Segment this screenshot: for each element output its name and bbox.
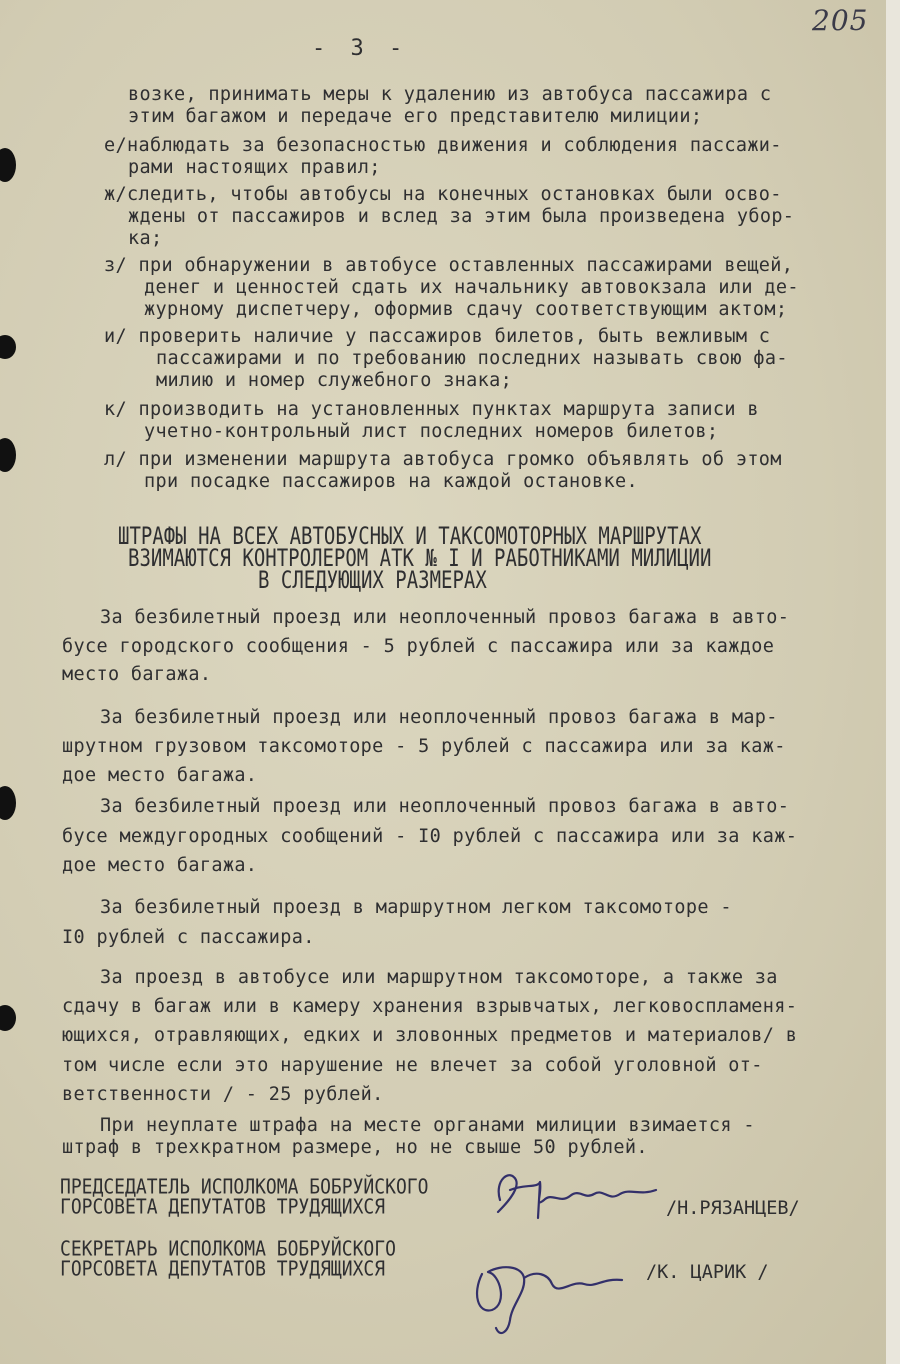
text-line: этим багажом и передаче его представителю милиции; [128, 106, 703, 127]
section-heading: В СЛЕДУЮЩИХ РАЗМЕРАХ [258, 566, 487, 595]
page-mark: - 3 - [312, 36, 409, 61]
binding-hole [0, 438, 16, 472]
text-line: к/ производить на установленных пунктах маршрута записи в [104, 399, 759, 420]
signatory-name: /Н.РЯЗАНЦЕВ/ [666, 1198, 800, 1219]
page-edge [886, 0, 900, 1364]
signatory-name: /К. ЦАРИК / [646, 1262, 769, 1283]
text-line: За безбилетный проезд или неоплоченный провоз багажа в авто- [100, 607, 790, 628]
text-line: бусе междугородных сообщений - I0 рублей с пассажира или за каж- [62, 826, 798, 847]
section-heading: ШТРАФЫ НА ВСЕХ АВТОБУСНЫХ И ТАКСОМОТОРНЫХ МАРШРУТАХ [118, 522, 702, 551]
archive-page-number: 205 [812, 4, 869, 37]
signatory-title: ГОРСОВЕТА ДЕПУТАТОВ ТРУДЯЩИХСЯ [60, 1194, 386, 1219]
text-line: шрутном грузовом таксомоторе - 5 рублей с пассажира или за каж- [62, 736, 786, 757]
text-line: За проезд в автобусе или маршрутном таксомоторе, а также за [100, 967, 778, 988]
text-line: и/ проверить наличие у пассажиров билетов, быть вежливым с [104, 326, 771, 347]
section-heading: ВЗИМАЮТСЯ КОНТРОЛЕРОМ АТК № I И РАБОТНИКАМИ МИЛИЦИИ [128, 544, 712, 573]
text-line: денег и ценностей сдать их начальнику автовокзала или де- [144, 277, 799, 298]
text-line: л/ при изменении маршрута автобуса громко объявлять об этом [104, 449, 782, 470]
text-line: ждены от пассажиров и вслед за этим была произведена убор- [128, 206, 795, 227]
text-line: при посадке пассажиров на каждой остановке. [144, 471, 638, 492]
signatory-title: ГОРСОВЕТА ДЕПУТАТОВ ТРУДЯЩИХСЯ [60, 1256, 386, 1281]
binding-hole [0, 786, 16, 820]
signatory-title: СЕКРЕТАРЬ ИСПОЛКОМА БОБРУЙСКОГО [60, 1236, 396, 1261]
text-line: За безбилетный проезд или неоплоченный провоз багажа в мар- [100, 707, 778, 728]
text-line: бусе городского сообщения - 5 рублей с пассажира или за каждое [62, 636, 775, 657]
text-line: ветственности / - 25 рублей. [62, 1084, 384, 1105]
binding-hole [0, 148, 16, 182]
text-line: журному диспетчеру, оформив сдачу соответствующим актом; [144, 299, 788, 320]
text-line: том числе если это нарушение не влечет за собой уголовной от- [62, 1055, 763, 1076]
text-line: ка; [128, 228, 163, 249]
text-line: пассажирами и по требованию последних называть свою фа- [156, 348, 788, 369]
signatory-title: ПРЕДСЕДАТЕЛЬ ИСПОЛКОМА БОБРУЙСКОГО [60, 1174, 429, 1199]
text-line: штраф в трехкратном размере, но не свыше 50 рублей. [62, 1137, 648, 1158]
text-line: За безбилетный проезд или неоплоченный провоз багажа в авто- [100, 796, 790, 817]
text-line: дое место багажа. [62, 855, 258, 876]
text-line: з/ при обнаружении в автобусе оставленных пассажирами вещей, [104, 255, 794, 276]
text-line: рами настоящих правил; [128, 157, 381, 178]
text-line: ж/следить, чтобы автобусы на конечных остановках были осво- [104, 184, 782, 205]
text-line: е/наблюдать за безопасностью движения и соблюдения пассажи- [104, 135, 782, 156]
text-line: сдачу в багаж или в камеру хранения взрывчатых, легковоспламеня- [62, 996, 798, 1017]
text-line: дое место багажа. [62, 765, 258, 786]
binding-hole [0, 335, 16, 359]
text-line: милию и номер служебного знака; [156, 370, 513, 391]
text-line: При неуплате штрафа на месте органами милиции взимается - [100, 1115, 755, 1136]
text-line: I0 рублей с пассажира. [62, 927, 315, 948]
text-line: возке, принимать меры к удалению из автобуса пассажира с [128, 84, 772, 105]
binding-hole [0, 1005, 16, 1031]
text-line: За безбилетный проезд в маршрутном легком таксомоторе - [100, 897, 732, 918]
text-line: ющихся, отравляющих, едких и зловонных предметов и материалов/ в [62, 1025, 798, 1046]
text-line: учетно-контрольный лист последних номеров билетов; [144, 421, 719, 442]
text-line: место багажа. [62, 664, 212, 685]
